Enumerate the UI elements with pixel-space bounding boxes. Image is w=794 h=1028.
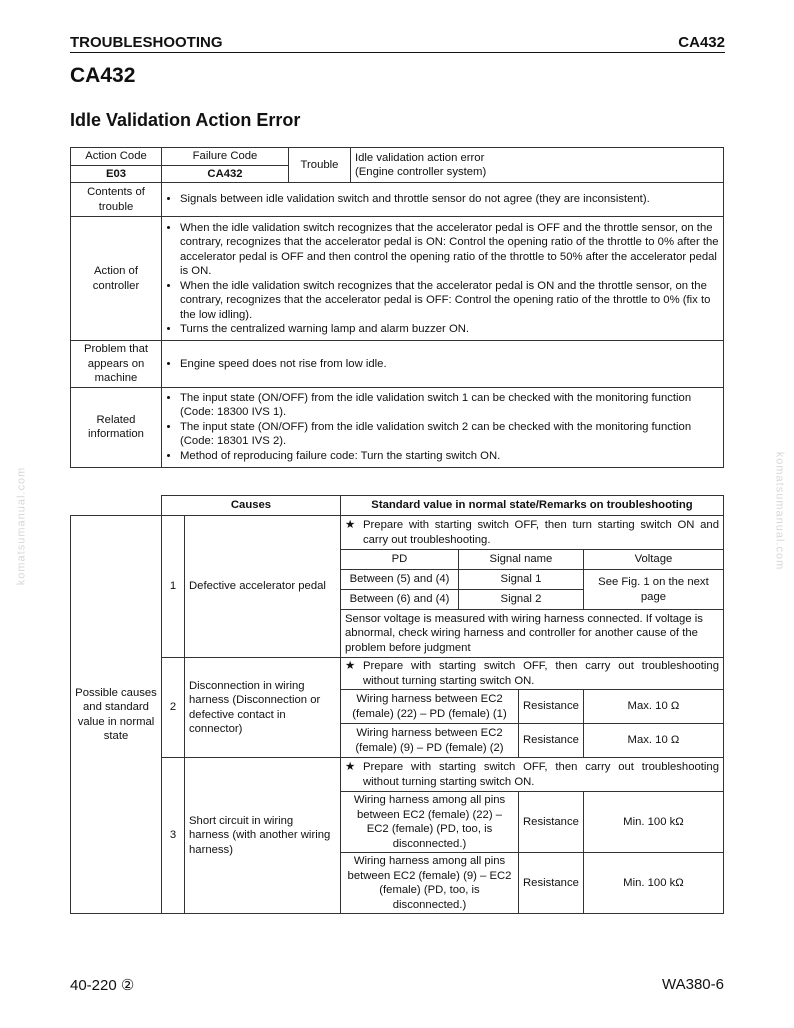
problem-label: Problem that appears on machine: [71, 341, 162, 388]
signal-cell: Signal 2: [459, 590, 584, 610]
cause2-number: 2: [162, 658, 185, 758]
cause1-prepare-text: Prepare with starting switch OFF, then turn starting switch ON and carry out troubleshooting.: [363, 519, 719, 546]
harness-item: Wiring harness between EC2 (female) (22) – PD (female) (1): [341, 690, 519, 724]
cause2-name: Disconnection in wiring harness (Disconnection or defective contact in connector): [185, 658, 341, 758]
measure-value: Max. 10 Ω: [583, 690, 723, 724]
related-label: Related information: [71, 387, 162, 467]
measure-type: Resistance: [519, 690, 584, 724]
cause3-number: 3: [162, 758, 185, 914]
code-header-row: [71, 148, 724, 166]
action-item: • When the idle validation switch recognizes that the accelerator pedal is OFF and the throttle sensor, on the contrary, recognizes that the accelerator pedal is ON: Control the opening ratio of the throttle to 0% after the accelerator pedal is OFF and then control the opening ratio of the throttle to 50% after the accelerator pedal is ON.: [180, 221, 719, 279]
pd-cell: Between (5) and (4): [341, 570, 459, 590]
measure-value: Min. 100 kΩ: [583, 792, 723, 853]
failure-code-value: CA432: [162, 165, 289, 183]
action-item: • Turns the centralized warning lamp and alarm buzzer ON.: [180, 322, 719, 337]
trouble-line-1: Idle validation action error: [355, 151, 485, 164]
star-icon: ★: [345, 519, 356, 531]
pd-cell: Between (6) and (4): [341, 590, 459, 610]
failure-code-label: Failure Code: [162, 148, 289, 166]
cause2-prepare-text: Prepare with starting switch OFF, then carry out troubleshooting without turning starting switch ON.: [363, 660, 719, 687]
contents-cell: [162, 183, 724, 217]
measure-type: Resistance: [519, 853, 584, 914]
cause1-number: 1: [162, 516, 185, 658]
star-icon: ★: [345, 761, 356, 773]
cause3-prepare-text: Prepare with starting switch OFF, then carry out troubleshooting without turning starting switch ON.: [363, 761, 719, 788]
standard-header: Standard value in normal state/Remarks on troubleshooting: [341, 496, 724, 516]
header-code: CA432: [678, 34, 725, 51]
harness-item: Wiring harness among all pins between EC2 (female) (9) – EC2 (female) (PD, too, is disconnected.): [341, 853, 519, 914]
failure-info-table: [70, 147, 724, 468]
cause1-note: Sensor voltage is measured with wiring harness connected. If voltage is abnormal, check wiring harness and controller for another cause of the problem before judgment: [341, 610, 724, 658]
model-name: WA380-6: [662, 976, 724, 993]
measure-value: Min. 100 kΩ: [583, 853, 723, 914]
voltage-cell: See Fig. 1 on the next page: [583, 570, 723, 610]
related-item: • The input state (ON/OFF) from the idle validation switch 2 can be checked with the monitoring function (Code: 18301 IVS 2).: [180, 420, 719, 449]
cause3-prepare: [341, 758, 724, 792]
related-row: [71, 387, 724, 467]
causes-table: [70, 495, 724, 914]
harness-item: Wiring harness between EC2 (female) (9) – PD (female) (2): [341, 724, 519, 758]
contents-row: [71, 183, 724, 217]
measure-type: Resistance: [519, 792, 584, 853]
action-label: Action of controller: [71, 217, 162, 341]
trouble-description: [351, 148, 724, 183]
voltage-col-header: Voltage: [583, 550, 723, 570]
cause1-prepare-row: [71, 516, 724, 550]
cause1-name: Defective accelerator pedal: [185, 516, 341, 658]
action-code-label: Action Code: [71, 148, 162, 166]
action-item: • When the idle validation switch recognizes that the accelerator pedal is ON and the throttle sensor, on the contrary, recognizes that the accelerator pedal is OFF: Control the opening ratio of the throttle to 0% (fix to the low idling).: [180, 279, 719, 323]
cause3-name: Short circuit in wiring harness (with another wiring harness): [185, 758, 341, 914]
cause1-prepare: [341, 516, 724, 550]
failure-code-title: CA432: [70, 64, 136, 87]
action-code-value: E03: [71, 165, 162, 183]
star-icon: ★: [345, 660, 356, 672]
harness-item: Wiring harness among all pins between EC2 (female) (22) – EC2 (female) (PD, too, is disconnected.): [341, 792, 519, 853]
related-item: • The input state (ON/OFF) from the idle validation switch 1 can be checked with the monitoring function (Code: 18300 IVS 1).: [180, 391, 719, 420]
signal-col-header: Signal name: [459, 550, 584, 570]
trouble-line-2: (Engine controller system): [355, 166, 487, 178]
cause2-prepare-row: [71, 658, 724, 690]
watermark-right: komatsumanual.com: [773, 451, 786, 571]
cause2-prepare: [341, 658, 724, 690]
causes-header-blank: [71, 496, 162, 516]
causes-header-row: [71, 496, 724, 516]
measure-type: Resistance: [519, 724, 584, 758]
page-header: [70, 34, 725, 53]
action-row: [71, 217, 724, 341]
pd-col-header: PD: [341, 550, 459, 570]
problem-cell: [162, 341, 724, 388]
action-cell: [162, 217, 724, 341]
error-title: Idle Validation Action Error: [70, 110, 301, 130]
problem-text: • Engine speed does not rise from low idle.: [180, 357, 719, 372]
contents-label: Contents of trouble: [71, 183, 162, 217]
related-item: • Method of reproducing failure code: Turn the starting switch ON.: [180, 449, 719, 464]
related-cell: [162, 387, 724, 467]
trouble-label: Trouble: [289, 148, 351, 183]
page-number: 40-220 ②: [70, 977, 135, 994]
cause3-prepare-row: [71, 758, 724, 792]
causes-header: Causes: [162, 496, 341, 516]
signal-cell: Signal 1: [459, 570, 584, 590]
watermark-left: komatsumanual.com: [15, 466, 28, 586]
possible-causes-label: Possible causes and standard value in normal state: [71, 516, 162, 914]
measure-value: Max. 10 Ω: [583, 724, 723, 758]
problem-row: [71, 341, 724, 388]
header-section-title: TROUBLESHOOTING: [70, 34, 223, 51]
contents-text: • Signals between idle validation switch and throttle sensor do not agree (they are inconsistent).: [180, 192, 719, 207]
